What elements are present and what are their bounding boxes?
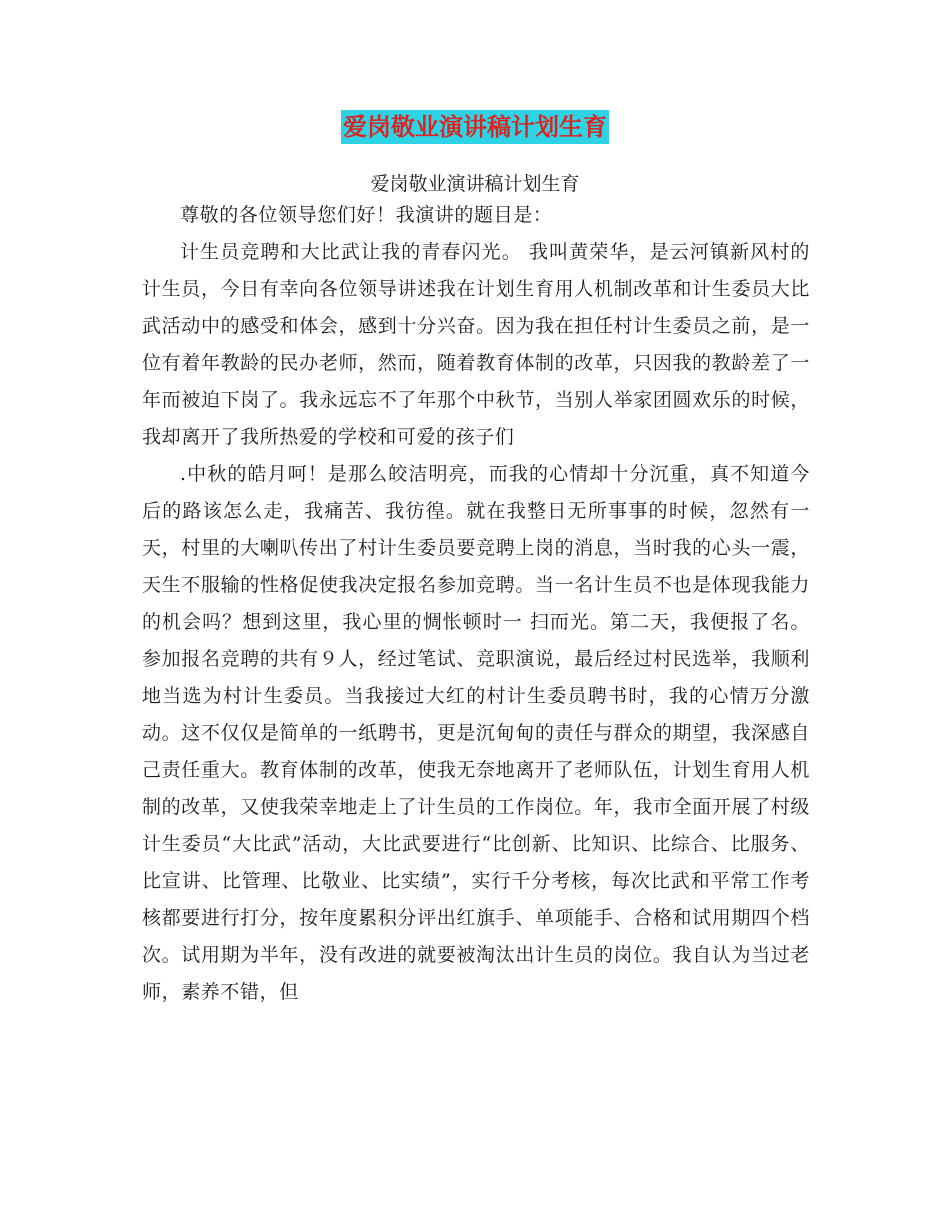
document-title: 爱岗敬业演讲稿计划生育: [341, 110, 609, 144]
document-body: [142, 197, 810, 1011]
paragraph-intro: 计生员竞聘和大比武让我的青春闪光。 我叫黄荣华，是云河镇新风村的计生员，今日有幸向各位领导讲述我在计划生育用人机制改革和计生委员大比武活动中的感受和体会，感到十分兴奋。因为我在担任村计生委员之前，是一位有着年教龄的民办老师，然而，随着教育体制的改革，只因我的教龄差了一年而被迫下岗了。我永远忘不了年那个中秋节，当别人举家团圆欢乐的时候，我却离开了我所热爱的学校和可爱的孩子们: [142, 241, 810, 448]
paragraph-story: .中秋的皓月呵！是那么皎洁明亮，而我的心情却十分沉重，真不知道今后的路该怎么走，我痛苦、我彷徨。就在我整日无所事事的时候，忽然有一天，村里的大喇叭传出了村计生委员要竞聘上岗的消息，当时我的心头一震，天生不服输的性格促使我决定报名参加竞聘。当一名计生员不也是体现我能力的机会吗？想到这里，我心里的惆怅顿时一 扫而光。第二天，我便报了名。参加报名竞聘的共有９人，经过笔试、竞职演说，最后经过村民选举，我顺利地当选为村计生委员。当我接过大红的村计生委员聘书时，我的心情万分激动。这不仅仅是简单的一纸聘书，更是沉甸甸的责任与群众的期望，我深感自己责任重大。教育体制的改革，使我无奈地离开了老师队伍，计划生育用人机制的改革，又使我荣幸地走上了计生员的工作岗位。年，我市全面开展了村级计生委员“大比武”活动，大比武要进行“比创新、比知识、比综合、比服务、比宣讲、比管理、比敬业、比实绩”，实行千分考核，每次比武和平常工作考核都要进行打分，按年度累积分评出红旗手、单项能手、合格和试用期四个档次。试用期为半年，没有改进的就要被淘汰出计生员的岗位。我自认为当过老师，素养不错，但: [142, 463, 810, 1003]
title-container: [0, 110, 950, 144]
document-subtitle: 爱岗敬业演讲稿计划生育: [370, 173, 580, 195]
paragraph-greeting: 尊敬的各位领导您们好！我演讲的题目是：: [180, 204, 553, 226]
